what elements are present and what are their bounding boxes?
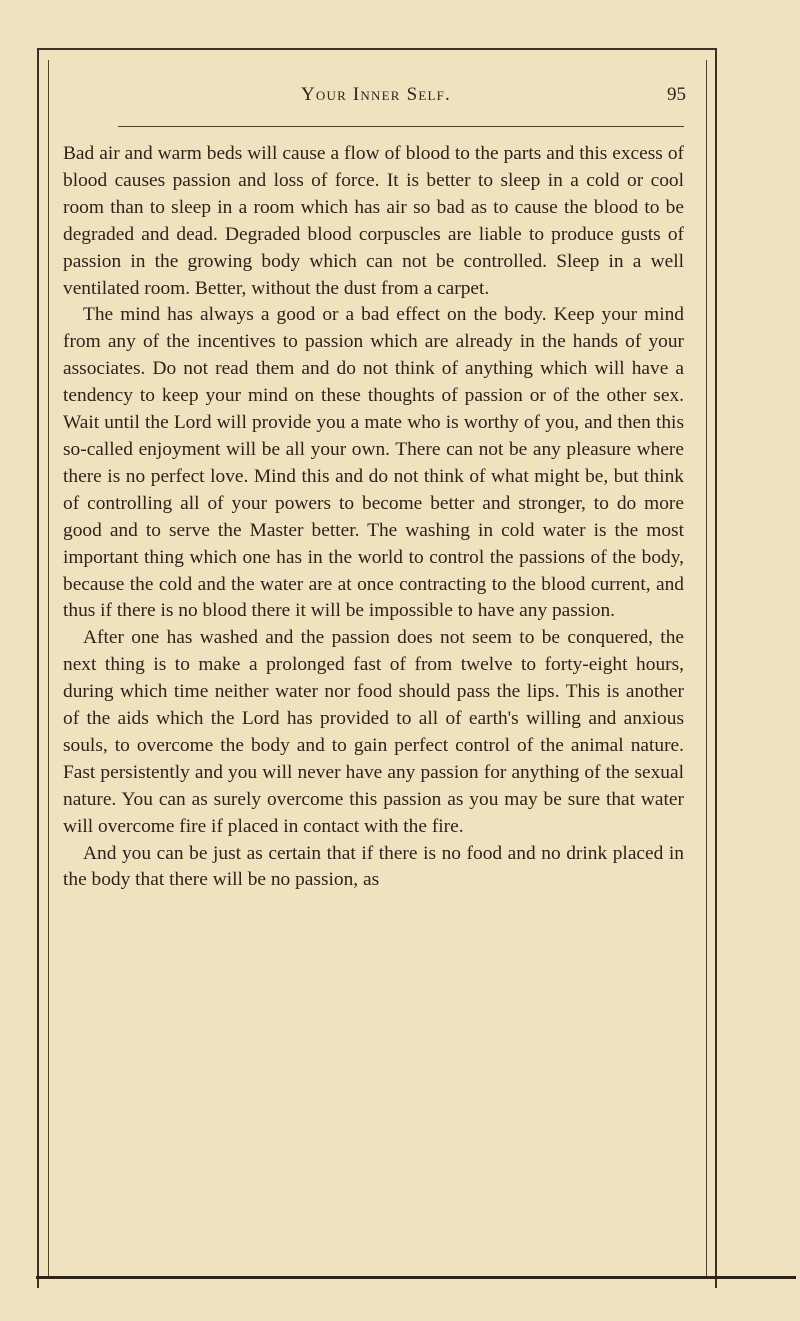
header-rule (118, 126, 684, 127)
paragraph-4: And you can be just as certain that if there is no food and no drink placed in the body that there will be no passion, as (63, 842, 684, 891)
paragraph-2: The mind has always a good or a bad effect on the body. Keep your mind from any of the incentives to passion which are already in the hands of your associates. Do not read them and do not think of anything which will have a tendency to keep your mind on these thoughts of passion or of the other sex. Wait until the Lord will provide you a mate who is worthy of you, and then this so-called enjoyment will be all your own. There can not be any pleasure where there is no perfect love. Mind this and do not think of what might be, but think of controlling all of your powers to become better and stronger, to do more good and to serve the Master better. The washing in cold water is the most important thing which one has in the world to control the passions of the body, because the cold and the water are at once contracting to the blood current, and thus if there is no blood there it will be impossible to have any passion. (63, 304, 684, 622)
paragraph-1: Bad air and warm beds will cause a flow of blood to the parts and this excess of blood causes passion and loss of force. It is better to sleep in a cold or cool room than to sleep in a room which has air so bad as to cause the blood to be degraded and dead. Degraded blood corpuscles are liable to produce gusts of passion in the growing body which can not be controlled. Sleep in a well ventilated room. Better, without the dust from a carpet. (63, 143, 684, 299)
bottom-rule (36, 1276, 796, 1279)
page-header (62, 84, 690, 114)
body-text (63, 141, 684, 894)
running-title: Your Inner Self. (300, 84, 451, 105)
paragraph-3: After one has washed and the passion does not seem to be conquered, the next thing is to make a prolonged fast of from twelve to forty-eight hours, during which time neither water nor food should pass the lips. This is another of the aids which the Lord has provided to all of earth's willing and anxious souls, to overcome the body and to gain perfect control of the animal nature. Fast persistently and you will never have any passion for anything of the sexual nature. You can as surely overcome this passion as you may be sure that water will overcome fire if placed in contact with the fire. (63, 627, 684, 837)
page-number: 95 (667, 84, 686, 105)
